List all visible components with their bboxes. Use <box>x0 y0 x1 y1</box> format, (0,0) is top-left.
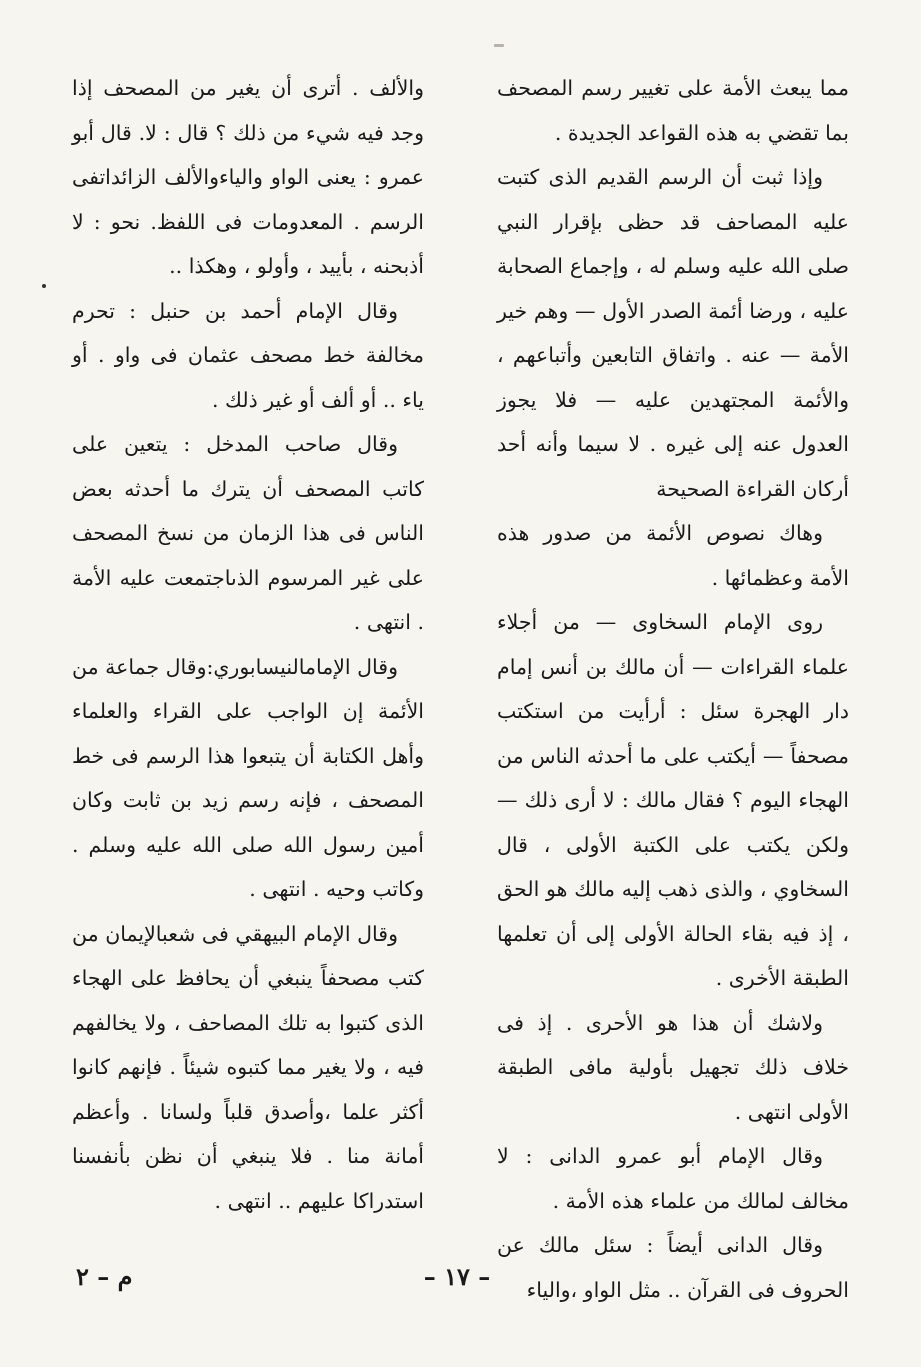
left-column <box>72 66 424 1223</box>
ink-dot <box>42 284 46 288</box>
paragraph: وقال الإمام أبو عمرو الدانى : لا مخالف لمالك من علماء هذه الأمة . <box>497 1144 849 1213</box>
page-number: – ١٧ – <box>423 1262 491 1291</box>
right-column <box>497 66 849 1312</box>
scan-mark <box>494 44 504 47</box>
paragraph: وهاك نصوص الأئمة من صدور هذه الأمة وعظمائها . <box>497 521 849 590</box>
paragraph: وقال صاحب المدخل : يتعين على كاتب المصحف أن يترك ما أحدثه بعض الناس فى هذا الزمان من نسخ المصحف على غير المرسوم الذىاجتمعت عليه الأمة . انتهى . <box>72 432 424 634</box>
paragraph: والألف . أترى أن يغير من المصحف إذا وجد فيه شيء من ذلك ؟ قال : لا. قال أبو عمرو : يعنى الواو والياءوالألف الزائداتفى الرسم . المعدومات فى اللفظ. نحو : لا أذبحنه ، بأييد ، وأولو ، وهكذا .. <box>72 76 424 278</box>
paragraph: وقال الإمام أحمد بن حنبل : تحرم مخالفة خط مصحف عثمان فى واو . أو ياء .. أو ألف أو غير ذلك . <box>72 298 424 412</box>
paragraph: روى الإمام السخاوى — من أجلاء علماء القراءات — أن مالك بن أنس إمام دار الهجرة سئل : أرأيت من استكتب مصحفاً — أيكتب على ما أحدثه الناس من الهجاء اليوم ؟ فقال مالك : لا أرى ذلك — ولكن يكتب على الكتبة الأولى ، قال السخاوي ، والذى ذهب إليه مالك هو الحق ، إذ فيه بقاء الحالة الأولى إلى أن تعلمها الطبقة الأخرى . <box>497 610 849 990</box>
paragraph: ولاشك أن هذا هو الأحرى . إذ فى خلاف ذلك تجهيل بأولية مافى الطبقة الأولى انتهى . <box>497 1010 849 1124</box>
paragraph: مما يبعث الأمة على تغيير رسم المصحف بما تقضي به هذه القواعد الجديدة . <box>497 76 849 145</box>
page-footer <box>0 1262 921 1306</box>
paragraph: وإذا ثبت أن الرسم القديم الذى كتبت عليه المصاحف قد حظى بإقرار النبي صلى الله عليه وسلم له ، وإجماع الصحابة عليه ، ورضا أئمة الصدر الأول — وهم خير الأمة — عنه . واتفاق التابعين وأتباعهم ، والأئمة المجتهدين عليه — فلا يجوز العدول عنه إلى غيره . لا سيما وأنه أحد أركان القراءة الصحيحة <box>497 165 849 501</box>
paragraph: وقال الإمامالنيسابوري:وقال جماعة من الأئمة إن الواجب على القراء والعلماء وأهل الكتابة أن يتبعوا هذا الرسم فى خط المصحف ، فإنه رسم زيد بن ثابت وكان أمين رسول الله صلى الله عليه وسلم . وكاتب وحيه . انتهى . <box>72 654 424 901</box>
signature-mark: م – ٢ <box>76 1262 133 1291</box>
paragraph: وقال الدانى أيضاً : سئل مالك عن الحروف فى القرآن .. مثل الواو ،والياء <box>497 1233 849 1302</box>
paragraph: وقال الإمام البيهقي فى شعبالإيمان من كتب مصحفاً ينبغي أن يحافظ على الهجاء الذى كتبوا به تلك المصاحف ، ولا يخالفهم فيه ، ولا يغير مما كتبوه شيئاً . فإنهم كانوا أكثر علما ،وأصدق قلباً ولسانا . وأعظم أمانة منا . فلا ينبغي أن نظن بأنفسنا استدراكا عليهم .. انتهى . <box>72 921 424 1213</box>
